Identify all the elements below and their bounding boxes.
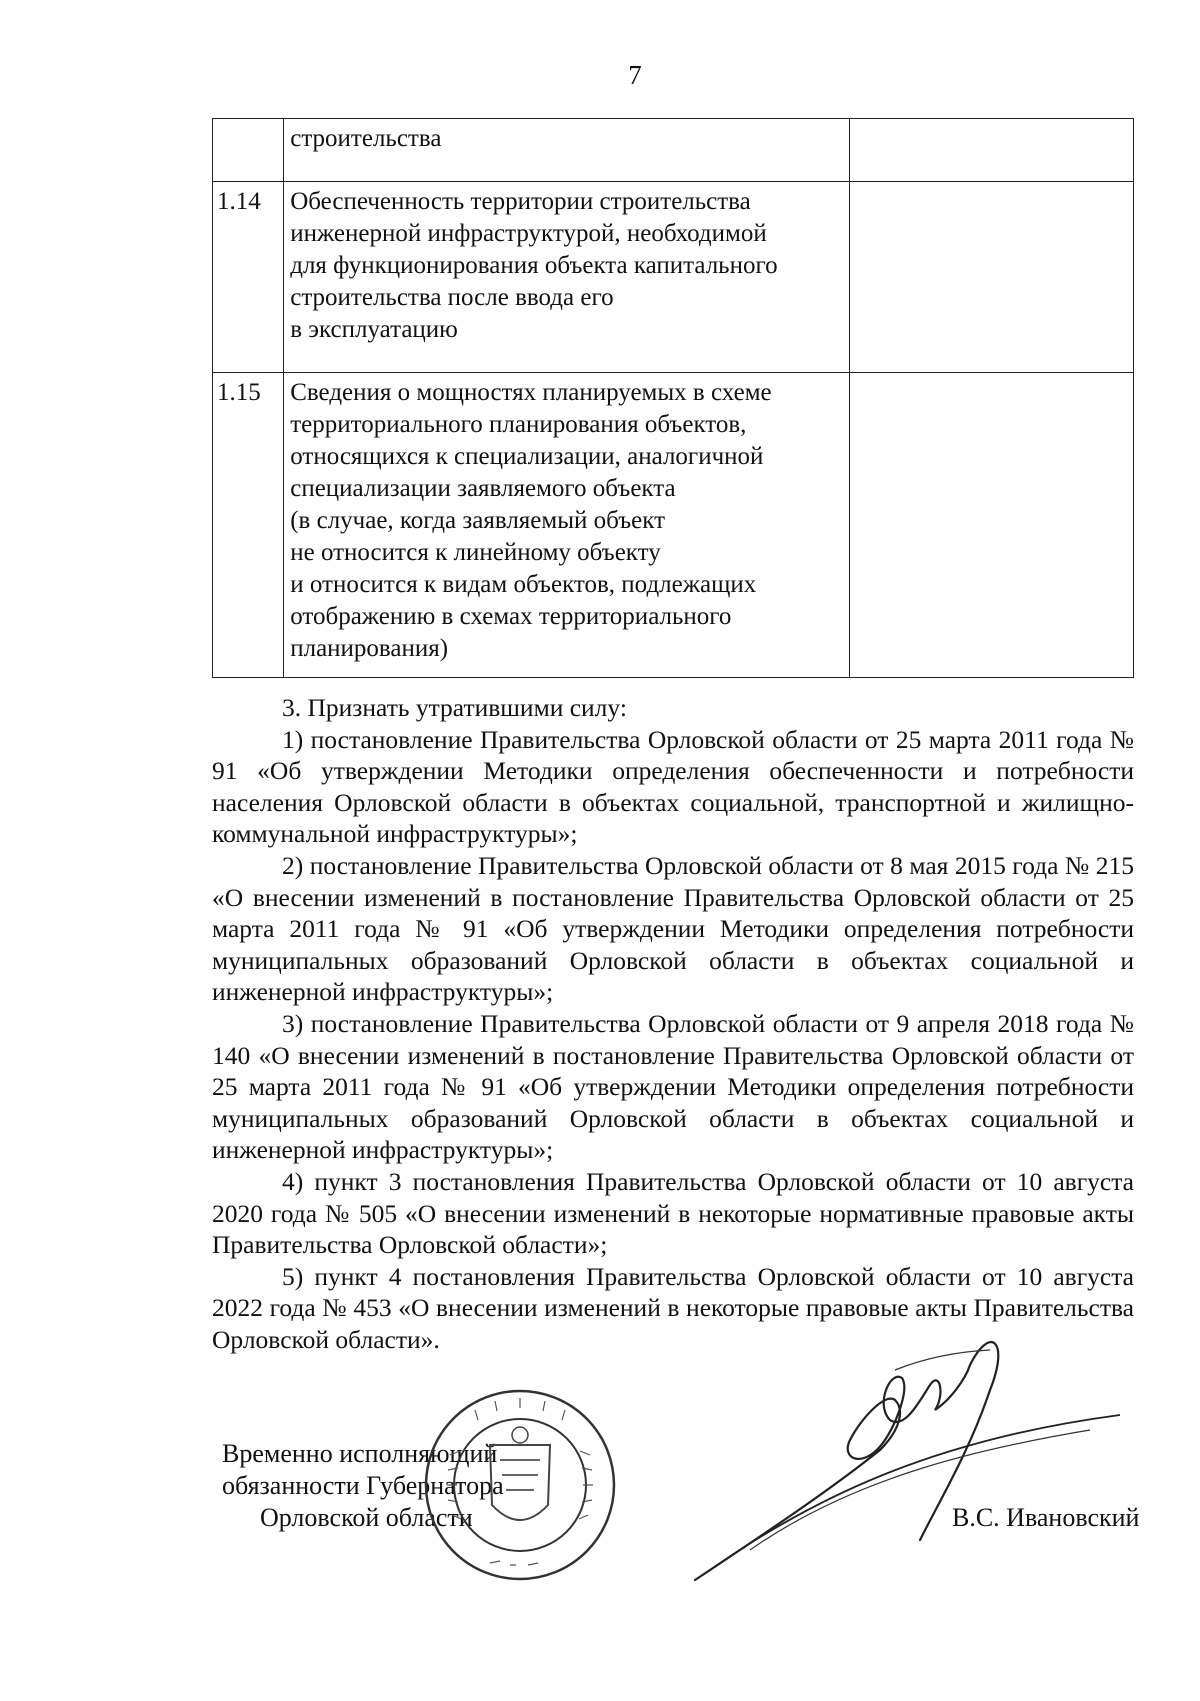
table-row bbox=[213, 119, 1134, 182]
row-number: 1.15 bbox=[213, 373, 284, 678]
row-text-line: и относится к видам объектов, подлежащих bbox=[290, 571, 757, 598]
signer-position-line: Временно исполняющий bbox=[222, 1439, 498, 1468]
row-description bbox=[284, 182, 850, 373]
row-text-line: относящихся к специализации, аналогичной bbox=[290, 443, 764, 470]
page-number: 7 bbox=[628, 60, 642, 90]
table-row bbox=[213, 182, 1134, 373]
list-item: 3) постановление Правительства Орловской области от 9 апреля 2018 года № 140 «О внесении изменений в постановление Правительства Орловской области от 25 марта 2011 года № 91 «Об утверждении Методики определения потребности муниципальных образований Орловской области в объектах социальной и инженерной инфраструктуры»; bbox=[212, 1008, 1134, 1165]
row-value bbox=[850, 373, 1134, 678]
row-text-line: в эксплуатацию bbox=[290, 316, 458, 343]
table-row bbox=[213, 373, 1134, 678]
list-item: 4) пункт 3 постановления Правительства Орловской области от 10 августа 2020 года № 505 «О внесении изменений в некоторые нормативные правовые акты Правительства Орловской области»; bbox=[212, 1166, 1134, 1260]
row-text-line: для функционирования объекта капитального bbox=[290, 252, 778, 279]
row-value bbox=[850, 119, 1134, 182]
list-item: 1) постановление Правительства Орловской области от 25 марта 2011 года № 91 «Об утверждении Методики определения обеспеченности и потребности населения Орловской области в объектах социальной, транспортной и жилищно-коммунальной инфраструктуры»; bbox=[212, 724, 1134, 849]
row-text-line: строительства после ввода его bbox=[290, 284, 614, 311]
row-text-line: не относится к линейному объекту bbox=[290, 539, 661, 566]
official-seal-icon bbox=[420, 1385, 620, 1585]
row-text-line: специализации заявляемого объекта bbox=[290, 475, 676, 502]
row-text-line: строительства bbox=[290, 125, 442, 152]
section-heading: 3. Признать утратившими силу: bbox=[282, 693, 627, 722]
row-text-line: инженерной инфраструктурой, необходимой bbox=[290, 220, 767, 247]
row-text-line: территориального планирования объектов, bbox=[290, 411, 747, 438]
signer-name: В.С. Ивановский bbox=[952, 1503, 1140, 1532]
row-number: 1.14 bbox=[213, 182, 284, 373]
row-description bbox=[284, 119, 850, 182]
row-value bbox=[850, 182, 1134, 373]
row-text-line: планирования) bbox=[290, 635, 449, 662]
spec-table bbox=[212, 118, 1134, 678]
document-body bbox=[212, 692, 1134, 1355]
list-item: 2) постановление Правительства Орловской области от 8 мая 2015 года № 215 «О внесении изменений в постановление Правительства Орловской области от 25 марта 2011 года № 91 «Об утверждении Методики определения потребности муниципальных образований Орловской области в объектах социальной и инженерной инфраструктуры»; bbox=[212, 850, 1134, 1007]
signer-position-line: Орловской области bbox=[260, 1503, 473, 1532]
row-number bbox=[213, 119, 284, 182]
row-text-line: Обеспеченность территории строительства bbox=[290, 188, 751, 215]
handwritten-signature bbox=[690, 1330, 1130, 1590]
row-text-line: отображению в схемах территориального bbox=[290, 603, 732, 630]
row-text-line: (в случае, когда заявляемый объект bbox=[290, 507, 666, 534]
row-description bbox=[284, 373, 850, 678]
signer-position-line: обязанности Губернатора bbox=[222, 1471, 504, 1500]
list-item: 5) пункт 4 постановления Правительства Орловской области от 10 августа 2022 года № 453 «О внесении изменений в некоторые правовые акты Правительства Орловской области». bbox=[212, 1261, 1134, 1354]
row-text-line: Сведения о мощностях планируемых в схеме bbox=[290, 379, 772, 406]
